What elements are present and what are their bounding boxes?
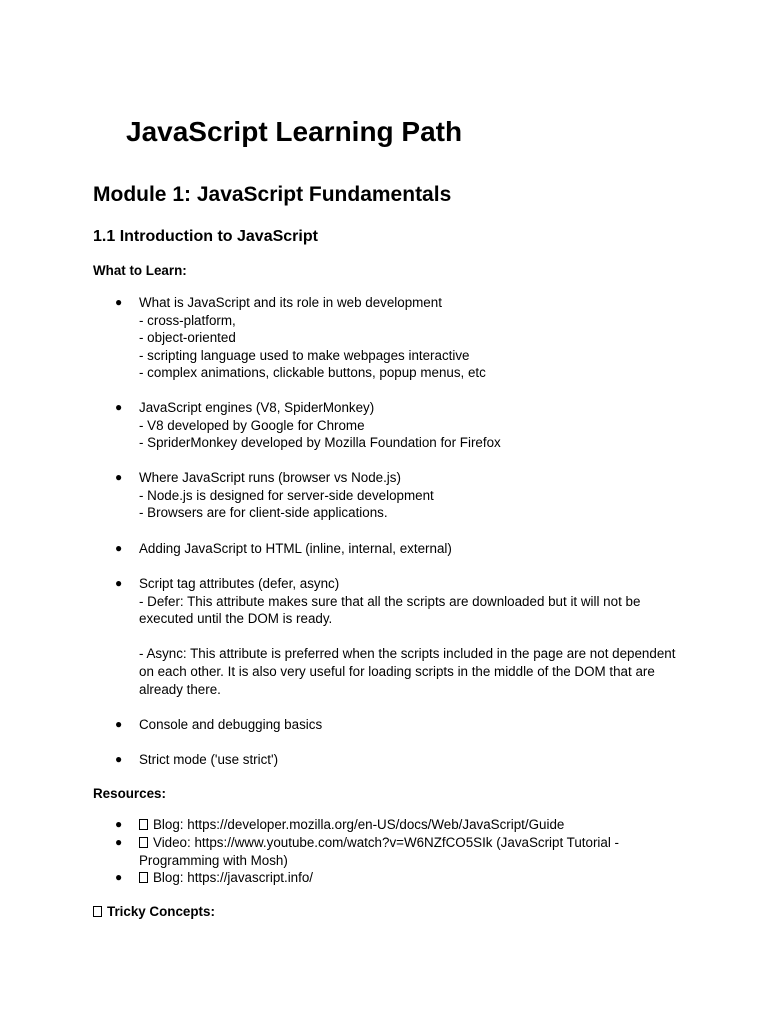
learn-item-detail: - object-oriented bbox=[139, 330, 236, 346]
document-title: JavaScript Learning Path bbox=[126, 116, 463, 147]
learn-item-head: Where JavaScript runs (browser vs Node.js) bbox=[139, 470, 401, 485]
learn-item-head: Console and debugging basics bbox=[139, 717, 323, 732]
learn-item bbox=[115, 751, 679, 769]
missing-glyph-icon bbox=[93, 906, 102, 917]
bullet-icon: ● bbox=[115, 870, 123, 884]
bullet-icon: ● bbox=[115, 576, 123, 590]
learn-item-detail: - Node.js is designed for server-side development bbox=[139, 487, 434, 503]
learn-item-detail: - complex animations, clickable buttons, popup menus, etc bbox=[139, 365, 486, 381]
bullet-icon: ● bbox=[115, 400, 123, 414]
module-heading: Module 1: JavaScript Fundamentals bbox=[93, 183, 452, 206]
learn-item-head: What is JavaScript and its role in web development bbox=[139, 295, 442, 310]
resource-item bbox=[115, 869, 679, 887]
learn-item bbox=[115, 575, 679, 698]
learn-item bbox=[115, 540, 679, 558]
resource-text: Blog: https://developer.mozilla.org/en-US/docs/Web/JavaScript/Guide bbox=[153, 817, 565, 832]
missing-glyph-icon bbox=[139, 819, 148, 830]
learn-item-detail: - V8 developed by Google for Chrome bbox=[139, 417, 365, 433]
bullet-icon: ● bbox=[115, 295, 123, 309]
bullet-icon: ● bbox=[115, 835, 123, 849]
bullet-icon: ● bbox=[115, 470, 123, 484]
learn-item-detail: - Browsers are for client-side applications. bbox=[139, 505, 388, 521]
resource-text: Video: https://www.youtube.com/watch?v=W6NZfCO5SIk (JavaScript Tutorial - Programming with Mosh) bbox=[139, 835, 620, 868]
learn-item-head: JavaScript engines (V8, SpiderMonkey) bbox=[139, 400, 375, 415]
bullet-icon: ● bbox=[115, 541, 123, 555]
learn-item bbox=[115, 294, 679, 382]
resource-item bbox=[115, 834, 679, 869]
tricky-concepts-heading bbox=[93, 903, 215, 920]
learn-item-head: Adding JavaScript to HTML (inline, internal, external) bbox=[139, 541, 452, 556]
learn-item-detail: - SpriderMonkey developed by Mozilla Foundation for Firefox bbox=[139, 435, 501, 451]
paragraph-gap bbox=[139, 628, 679, 646]
learn-item-head: Strict mode ('use strict') bbox=[139, 752, 279, 767]
section-heading: 1.1 Introduction to JavaScript bbox=[93, 228, 318, 245]
learn-item bbox=[115, 716, 679, 734]
learn-item bbox=[115, 469, 679, 522]
bullet-icon: ● bbox=[115, 817, 123, 831]
resource-text: Blog: https://javascript.info/ bbox=[153, 870, 314, 885]
missing-glyph-icon bbox=[139, 837, 148, 848]
bullet-icon: ● bbox=[115, 752, 123, 766]
learn-item bbox=[115, 399, 679, 452]
learn-item-detail: - cross-platform, bbox=[139, 312, 236, 328]
learn-item-detail: - scripting language used to make webpages interactive bbox=[139, 347, 470, 363]
learn-item-detail: - Defer: This attribute makes sure that all the scripts are downloaded but it will not be executed until the DOM is ready. bbox=[139, 593, 641, 627]
learn-item-head: Script tag attributes (defer, async) bbox=[139, 576, 340, 591]
resources-label: Resources: bbox=[93, 786, 166, 801]
tricky-concepts-label: Tricky Concepts: bbox=[107, 904, 215, 919]
what-to-learn-label: What to Learn: bbox=[93, 263, 187, 278]
resource-item bbox=[115, 816, 679, 834]
learn-item-detail: - Async: This attribute is preferred when the scripts included in the page are not dependent on each other. It is also very useful for loading scripts in the middle of the DOM that are already there. bbox=[139, 646, 676, 697]
bullet-icon: ● bbox=[115, 717, 123, 731]
missing-glyph-icon bbox=[139, 872, 148, 883]
